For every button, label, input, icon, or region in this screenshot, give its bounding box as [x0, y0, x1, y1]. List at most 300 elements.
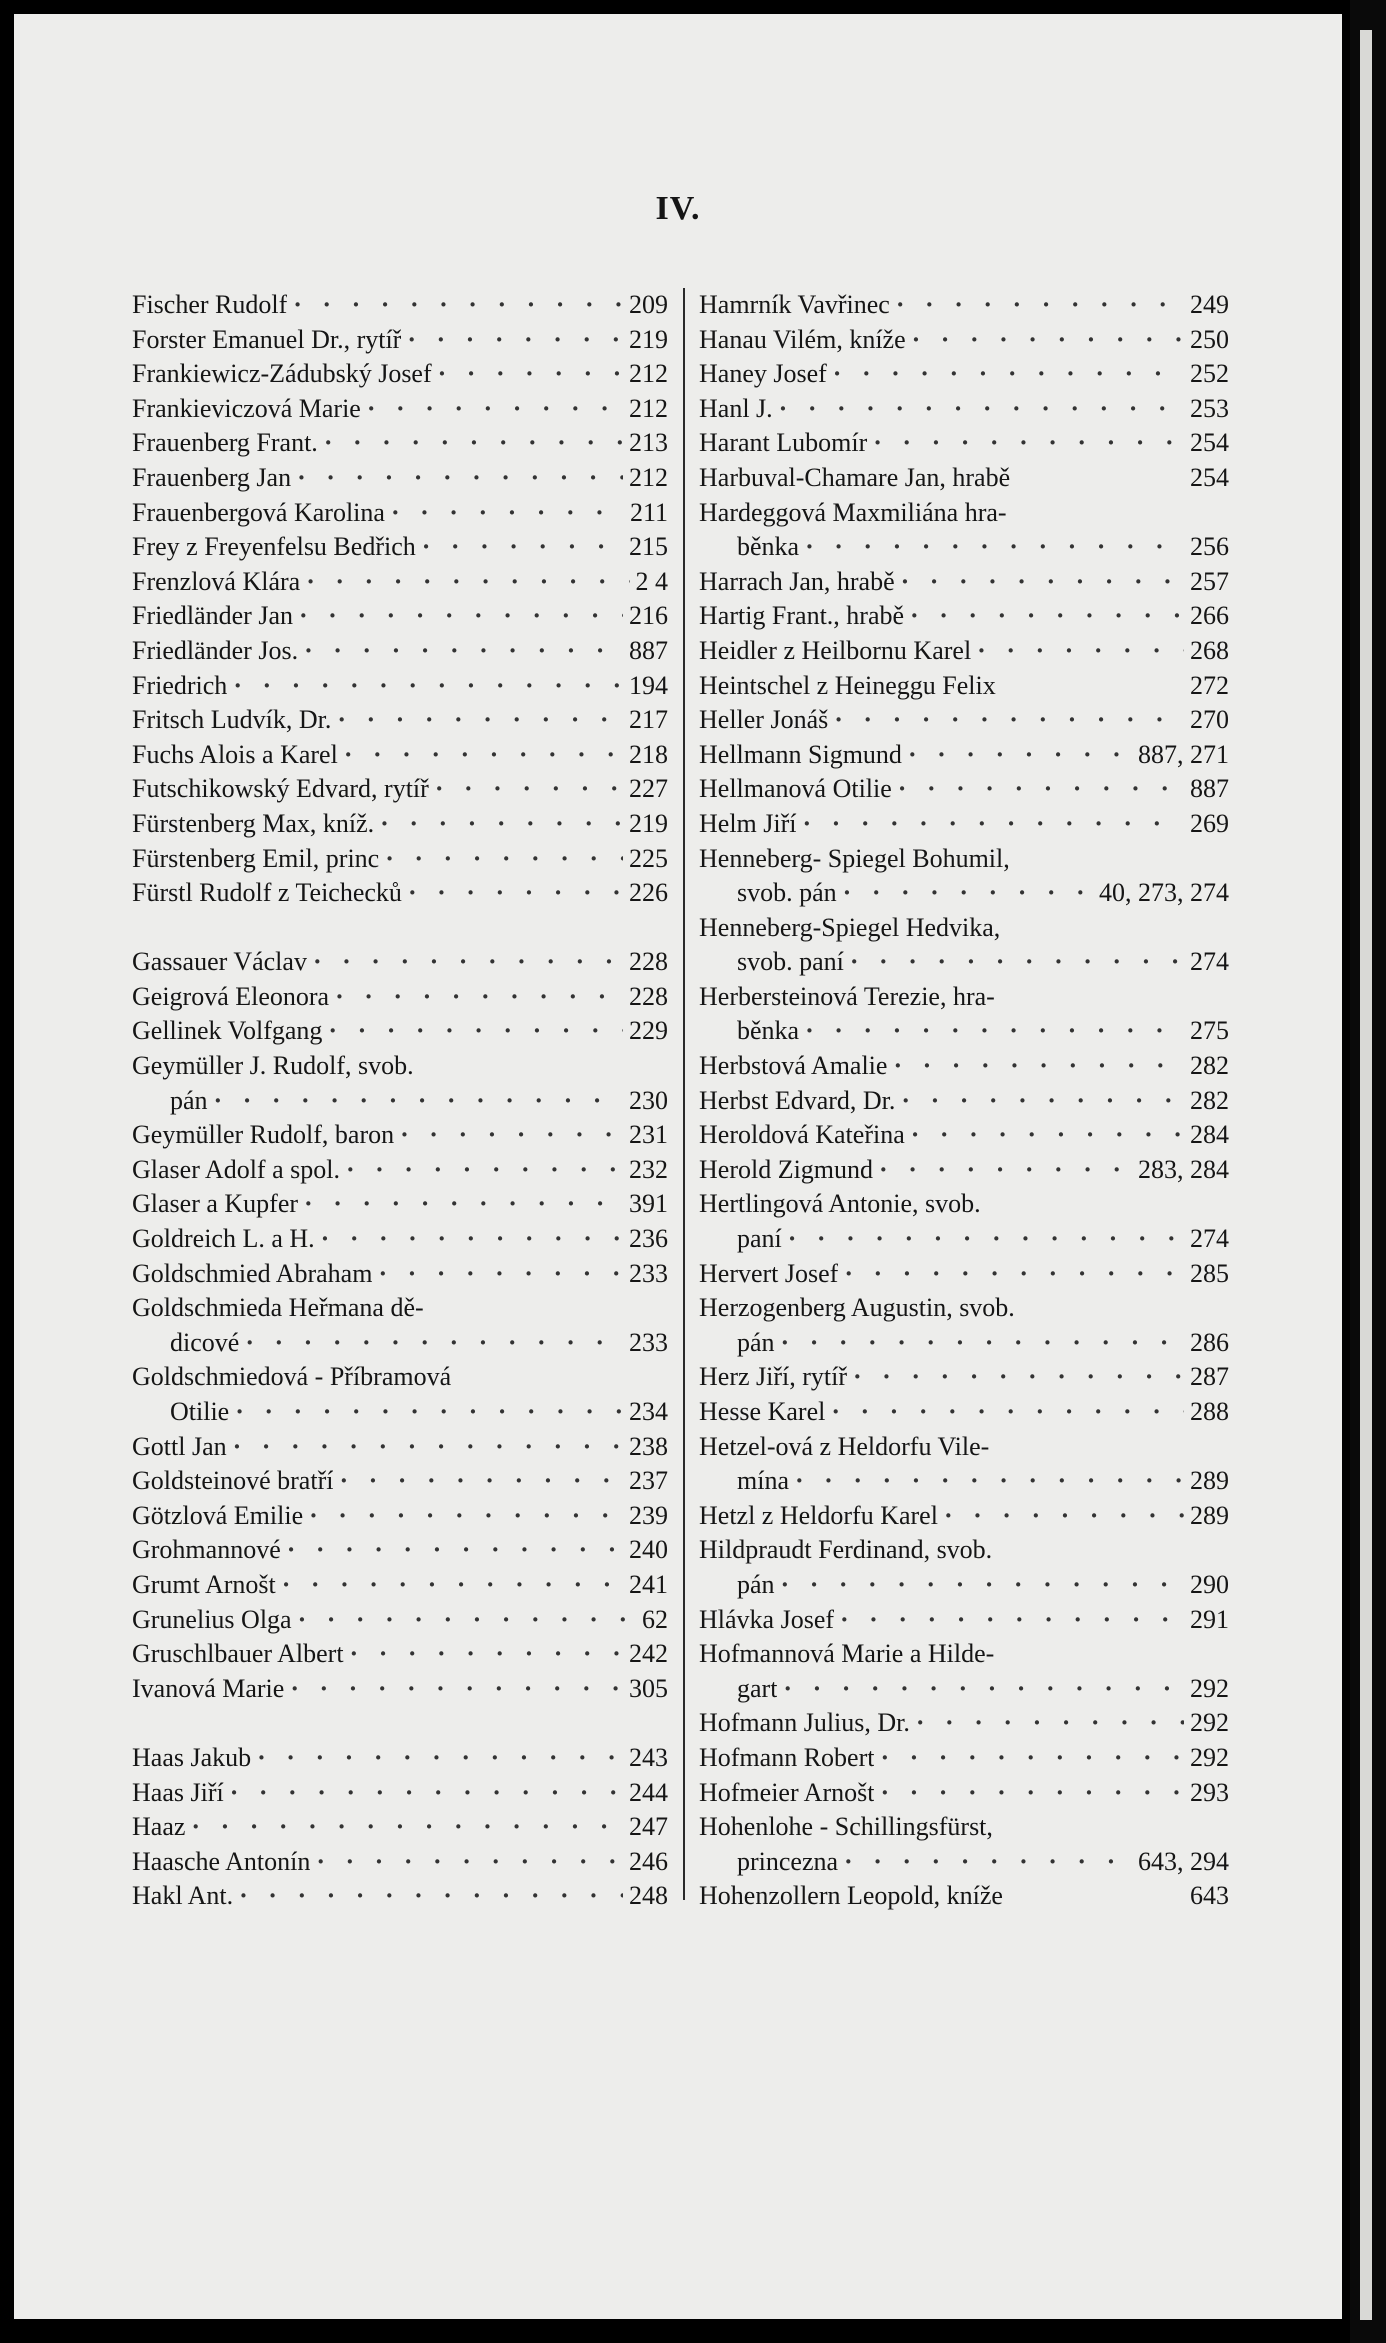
leader-dots	[805, 1014, 1184, 1049]
entry-name: Heintschel z Heineggu Felix	[699, 670, 996, 700]
leader-dots	[843, 876, 1093, 911]
index-entry	[132, 1187, 668, 1222]
entry-name: svob. paní	[737, 947, 844, 977]
index-entry	[699, 496, 1229, 531]
entry-page-number: 219	[629, 324, 668, 354]
entry-page-number: 249	[1190, 290, 1229, 319]
entry-name: Heroldová Kateřina	[699, 1120, 905, 1150]
leader-dots	[290, 1672, 623, 1707]
index-entry	[699, 876, 1229, 911]
entry-name: Hanl J.	[699, 393, 773, 423]
entry-page-number: 284	[1190, 1120, 1229, 1150]
entry-name: Heller Jonáš	[699, 705, 829, 735]
entry-page-number: 254	[1190, 428, 1229, 458]
index-entry	[699, 1187, 1229, 1222]
entry-name: Frauenbergová Karolina	[132, 497, 385, 527]
leader-dots	[879, 1153, 1132, 1188]
entry-page-number: 194	[629, 670, 668, 700]
entry-name: Hertlingová Antonie, svob.	[699, 1189, 981, 1219]
index-entry	[699, 461, 1229, 496]
entry-page-number: 253	[1190, 393, 1229, 423]
entry-name: Otilie	[170, 1397, 230, 1426]
section-gap	[132, 1706, 668, 1741]
entry-page-number: 643	[1190, 1881, 1229, 1911]
entry-name: Hofmeier Arnošt	[699, 1777, 875, 1807]
leader-dots	[788, 1222, 1184, 1257]
leader-dots	[245, 1326, 623, 1361]
entry-name: Hanau Vilém, kníže	[699, 324, 906, 354]
leader-dots	[944, 1499, 1184, 1534]
entry-name: Goldschmied Abraham	[132, 1258, 373, 1288]
leader-dots	[880, 1776, 1184, 1811]
entry-name: Haney Josef	[699, 359, 827, 389]
leader-dots	[282, 1568, 623, 1603]
index-entry	[699, 1672, 1229, 1707]
entry-page-number: 289	[1190, 1466, 1229, 1496]
entry-name: Henneberg-Spiegel Hedvika,	[699, 912, 1001, 942]
entry-page-number: 246	[629, 1846, 668, 1876]
index-entry	[132, 980, 668, 1015]
index-entry	[132, 1395, 668, 1430]
index-entry	[132, 1741, 668, 1776]
entry-page-number: 233	[629, 1258, 668, 1288]
index-entry	[132, 1879, 668, 1914]
leader-dots	[344, 738, 623, 773]
entry-page-number: 887	[1190, 774, 1229, 804]
entry-name: Harrach Jan, hrabě	[699, 566, 895, 596]
entry-name: Gellinek Volfgang	[132, 1016, 323, 1046]
leader-dots	[306, 565, 629, 600]
entry-page-number: 227	[629, 774, 668, 804]
entry-page-number: 293	[1190, 1777, 1229, 1807]
leader-dots	[367, 392, 623, 427]
leader-dots	[239, 1879, 623, 1914]
entry-name: Fürstenberg Max, kníž.	[132, 808, 375, 838]
leader-dots	[844, 1845, 1132, 1880]
entry-name: paní	[737, 1224, 782, 1254]
index-entry	[699, 1499, 1229, 1534]
index-entry	[132, 1810, 668, 1845]
index-entry	[132, 565, 668, 600]
entry-page-number: 643, 294	[1138, 1846, 1229, 1876]
entry-page-number: 240	[629, 1535, 668, 1565]
index-entry	[699, 1810, 1229, 1845]
entry-name: Friedländer Jan	[132, 601, 294, 631]
entry-page-number: 270	[1190, 705, 1229, 735]
index-entry	[132, 1084, 668, 1119]
entry-page-number: 239	[629, 1500, 668, 1530]
index-entry	[699, 634, 1229, 669]
leader-dots	[287, 1533, 623, 1568]
entry-name: Glaser a Kupfer	[132, 1189, 299, 1219]
leader-dots	[435, 772, 623, 807]
index-entry	[699, 1637, 1229, 1672]
leader-dots	[910, 599, 1184, 634]
leader-dots	[407, 323, 623, 358]
entry-name: Hohenlohe - Schillingsfürst,	[699, 1812, 993, 1842]
leader-dots	[337, 703, 623, 738]
index-entry	[699, 1049, 1229, 1084]
index-entry	[132, 1257, 668, 1292]
leader-dots	[233, 669, 623, 704]
index-entry	[699, 1395, 1229, 1430]
index-entry	[699, 1568, 1229, 1603]
entry-page-number: 212	[629, 359, 668, 389]
index-entry	[699, 288, 1229, 323]
leader-dots	[840, 1603, 1184, 1638]
entry-name: gart	[737, 1673, 778, 1703]
entry-name: Gottl Jan	[132, 1431, 227, 1461]
index-entry	[132, 1049, 668, 1084]
leader-dots	[335, 980, 623, 1015]
entry-name: Götzlová Emilie	[132, 1500, 304, 1530]
leader-dots	[297, 461, 623, 496]
leader-dots	[346, 1153, 623, 1188]
leader-dots	[380, 807, 623, 842]
index-entry	[699, 669, 1229, 704]
entry-name: Goldreich L. a H.	[132, 1224, 315, 1254]
leader-dots	[977, 634, 1184, 669]
index-entry	[132, 1845, 668, 1880]
entry-page-number: 234	[629, 1397, 668, 1426]
leader-dots	[783, 1672, 1184, 1707]
index-entry	[699, 1430, 1229, 1465]
index-entry	[699, 1257, 1229, 1292]
entry-name: Grunelius Olga	[132, 1604, 292, 1634]
entry-page-number: 266	[1190, 601, 1229, 631]
index-entry	[132, 842, 668, 877]
leader-dots	[911, 1118, 1184, 1153]
entry-name: Haas Jakub	[132, 1742, 252, 1772]
entry-name: Frenzlová Klára	[132, 566, 301, 596]
index-entry	[699, 530, 1229, 565]
entry-page-number: 268	[1190, 635, 1229, 665]
entry-page-number: 292	[1190, 1708, 1229, 1738]
leader-dots	[831, 1395, 1184, 1430]
leader-dots	[304, 1187, 623, 1222]
book-page	[14, 14, 1342, 2319]
entry-name: Hellmanová Otilie	[699, 774, 892, 804]
entry-page-number: 257	[1190, 566, 1229, 596]
entry-page-number: 212	[629, 462, 668, 492]
leader-dots	[309, 1499, 623, 1534]
leader-dots	[844, 1257, 1184, 1292]
entry-name: Herbst Edvard, Dr.	[699, 1085, 896, 1115]
entry-page-number: 250	[1190, 324, 1229, 354]
entry-name: Friedländer Jos.	[132, 635, 299, 665]
entry-name: Herzogenberg Augustin, svob.	[699, 1293, 1015, 1323]
entry-name: Hartig Frant., hrabě	[699, 601, 905, 631]
leader-dots	[896, 288, 1184, 323]
index-entry	[132, 461, 668, 496]
entry-name: Fischer Rudolf	[132, 290, 288, 319]
entry-page-number: 275	[1190, 1016, 1229, 1046]
leader-dots	[339, 1464, 623, 1499]
entry-page-number: 283, 284	[1138, 1154, 1229, 1184]
entry-name: Herold Zigmund	[699, 1154, 874, 1184]
index-entry	[132, 323, 668, 358]
page-number: IV.	[655, 190, 701, 227]
index-entry	[699, 911, 1229, 946]
entry-page-number: 232	[629, 1154, 668, 1184]
entry-page-number: 291	[1190, 1604, 1229, 1634]
index-entry	[132, 1222, 668, 1257]
entry-page-number: 216	[629, 601, 668, 631]
entry-page-number: 226	[629, 878, 668, 908]
entry-name: Harant Lubomír	[699, 428, 868, 458]
index-entry	[699, 1291, 1229, 1326]
index-entry	[699, 1776, 1229, 1811]
entry-name: Hildpraudt Ferdinand, svob.	[699, 1535, 993, 1565]
index-entry	[132, 876, 668, 911]
index-entry	[132, 1464, 668, 1499]
index-entry	[699, 1014, 1229, 1049]
entry-name: Hofmann Robert	[699, 1742, 875, 1772]
index-entry	[132, 807, 668, 842]
entry-name: pán	[737, 1327, 775, 1357]
index-entry	[132, 392, 668, 427]
entry-name: Herbersteinová Terezie, hra-	[699, 981, 995, 1011]
index-entry	[699, 980, 1229, 1015]
entry-page-number: 292	[1190, 1742, 1229, 1772]
index-entry	[699, 392, 1229, 427]
entry-name: Geigrová Eleonora	[132, 981, 330, 1011]
index-entry	[699, 1706, 1229, 1741]
entry-name: Gruschlbauer Albert	[132, 1639, 344, 1669]
index-entry	[132, 1360, 668, 1395]
entry-name: Hellmann Sigmund	[699, 739, 902, 769]
leader-dots	[833, 357, 1184, 392]
entry-name: Fuchs Alois a Karel	[132, 739, 338, 769]
entry-page-number: 225	[629, 843, 668, 873]
index-entry	[132, 599, 668, 634]
entry-name: Hetzel-ová z Heldorfu Vile-	[699, 1431, 990, 1461]
entry-name: Goldschmieda Heřmana dě-	[132, 1293, 424, 1323]
entry-name: Geymüller Rudolf, baron	[132, 1120, 395, 1150]
index-entry	[132, 1568, 668, 1603]
index-entry	[699, 1084, 1229, 1119]
entry-name: Grumt Arnošt	[132, 1569, 276, 1599]
index-entry	[699, 738, 1229, 773]
index-entry	[132, 1776, 668, 1811]
index-entry	[699, 945, 1229, 980]
index-entry	[699, 807, 1229, 842]
leader-dots	[378, 1257, 623, 1292]
leader-dots	[391, 496, 624, 531]
entry-page-number: 887, 271	[1138, 739, 1229, 769]
index-entry	[132, 1499, 668, 1534]
leader-dots	[795, 1464, 1184, 1499]
entry-page-number: 241	[629, 1569, 668, 1599]
entry-name: pán	[170, 1085, 208, 1115]
index-entry	[132, 1291, 668, 1326]
entry-name: Frey z Freyenfelsu Bedřich	[132, 532, 416, 562]
leader-dots	[233, 1430, 623, 1465]
entry-page-number: 292	[1190, 1673, 1229, 1703]
index-entry	[132, 634, 668, 669]
entry-page-number: 272	[1190, 670, 1229, 700]
section-gap	[132, 911, 668, 946]
entry-page-number: 2 4	[635, 566, 668, 596]
leader-dots	[230, 1776, 623, 1811]
entry-page-number: 231	[629, 1120, 668, 1150]
index-entry	[699, 1153, 1229, 1188]
entry-page-number: 252	[1190, 359, 1229, 389]
entry-name: Hakl Ant.	[132, 1881, 234, 1911]
index-entry	[132, 1430, 668, 1465]
entry-name: Goldschmiedová - Příbramová	[132, 1362, 452, 1392]
leader-dots	[893, 1049, 1184, 1084]
index-entry	[699, 1845, 1229, 1880]
entry-name: Futschikowský Edvard, rytíř	[132, 774, 429, 804]
index-entry	[132, 738, 668, 773]
leader-dots	[916, 1706, 1184, 1741]
index-entry	[132, 669, 668, 704]
entry-name: mína	[737, 1466, 789, 1496]
entry-name: Hervert Josef	[699, 1258, 839, 1288]
index-entry	[132, 1014, 668, 1049]
leader-dots	[781, 1326, 1184, 1361]
leader-dots	[422, 530, 623, 565]
leader-dots	[408, 876, 623, 911]
leader-dots	[781, 1568, 1184, 1603]
entry-page-number: 242	[629, 1639, 668, 1669]
entry-name: Fritsch Ludvík, Dr.	[132, 705, 332, 735]
leader-dots	[898, 772, 1184, 807]
entry-name: Frauenberg Jan	[132, 462, 292, 492]
leader-dots	[214, 1084, 623, 1119]
entry-page-number: 217	[629, 705, 668, 735]
entry-name: Forster Emanuel Dr., rytíř	[132, 324, 402, 354]
leader-dots	[912, 323, 1184, 358]
entry-name: Herz Jiří, rytíř	[699, 1362, 848, 1392]
entry-name: Harbuval-Chamare Jan, hrabě	[699, 462, 1011, 492]
entry-name: Helm Jiří	[699, 808, 797, 838]
entry-name: běnka	[737, 1016, 800, 1046]
leader-dots	[901, 565, 1184, 600]
entry-name: Grohmannové	[132, 1535, 281, 1565]
entry-name: Frankieviczová Marie	[132, 393, 361, 423]
entry-page-number: 243	[629, 1742, 668, 1772]
index-entry	[132, 703, 668, 738]
leader-dots	[293, 288, 623, 323]
entry-name: Hamrník Vavřinec	[699, 290, 890, 319]
leader-dots	[880, 1741, 1184, 1776]
entry-page-number: 288	[1190, 1397, 1229, 1426]
entry-name: Hesse Karel	[699, 1397, 826, 1426]
index-entry	[132, 772, 668, 807]
index-entry	[699, 323, 1229, 358]
index-entry	[699, 1464, 1229, 1499]
entry-name: Herbstová Amalie	[699, 1051, 888, 1081]
entry-page-number: 233	[629, 1327, 668, 1357]
entry-name: Fürstl Rudolf z Teichecků	[132, 878, 402, 908]
entry-page-number: 282	[1190, 1051, 1229, 1081]
entry-name: Geymüller J. Rudolf, svob.	[132, 1051, 414, 1081]
entry-page-number: 229	[629, 1016, 668, 1046]
leader-dots	[834, 703, 1184, 738]
leader-dots	[304, 634, 623, 669]
index-entry	[699, 1533, 1229, 1568]
leader-dots	[321, 1222, 623, 1257]
entry-name: Glaser Adolf a spol.	[132, 1154, 340, 1184]
leader-dots	[850, 945, 1184, 980]
column-divider	[683, 288, 685, 1900]
index-entry	[699, 1741, 1229, 1776]
entry-page-number: 228	[629, 981, 668, 1011]
entry-page-number: 285	[1190, 1258, 1229, 1288]
entry-page-number: 215	[629, 532, 668, 562]
entry-name: Hofmann Julius, Dr.	[699, 1708, 910, 1738]
entry-page-number: 40, 273, 274	[1099, 878, 1229, 908]
leader-dots	[316, 1845, 623, 1880]
entry-name: dicové	[170, 1327, 240, 1357]
entry-name: Heidler z Heilbornu Karel	[699, 635, 972, 665]
leader-dots	[803, 807, 1185, 842]
leader-dots	[350, 1637, 623, 1672]
index-entry	[699, 1326, 1229, 1361]
entry-name: Hardeggová Maxmiliána hra-	[699, 497, 1007, 527]
entry-name: Henneberg- Spiegel Bohumil,	[699, 843, 1010, 873]
entry-page-number: 219	[629, 808, 668, 838]
entry-page-number: 247	[629, 1812, 668, 1842]
entry-name: Hlávka Josef	[699, 1604, 835, 1634]
leader-dots	[385, 842, 623, 877]
index-entry	[132, 945, 668, 980]
index-entry	[699, 1360, 1229, 1395]
scan-edge	[1350, 0, 1386, 2343]
index-entry	[132, 1326, 668, 1361]
index-column-right	[699, 288, 1229, 1914]
entry-name: Haaz	[132, 1812, 186, 1842]
entry-page-number: 287	[1190, 1362, 1229, 1392]
leader-dots	[299, 599, 623, 634]
leader-dots	[438, 357, 623, 392]
index-entry	[699, 1879, 1229, 1914]
leader-dots	[901, 1084, 1184, 1119]
entry-page-number: 213	[629, 428, 668, 458]
entry-page-number: 237	[629, 1466, 668, 1496]
entry-name: Haasche Antonín	[132, 1846, 311, 1876]
index-entry	[699, 599, 1229, 634]
index-column-left	[132, 288, 668, 1914]
entry-page-number: 391	[629, 1189, 668, 1219]
leader-dots	[257, 1741, 623, 1776]
entry-page-number: 887	[629, 635, 668, 665]
entry-page-number: 289	[1190, 1500, 1229, 1530]
entry-page-number: 286	[1190, 1327, 1229, 1357]
index-entry	[699, 426, 1229, 461]
entry-page-number: 244	[629, 1777, 668, 1807]
entry-name: Gassauer Václav	[132, 947, 307, 977]
index-entry	[132, 530, 668, 565]
entry-page-number: 290	[1190, 1569, 1229, 1599]
entry-name: Frankiewicz-Zádubský Josef	[132, 359, 432, 389]
entry-name: Ivanová Marie	[132, 1673, 285, 1703]
index-entry	[699, 703, 1229, 738]
entry-page-number: 274	[1190, 947, 1229, 977]
entry-name: princezna	[737, 1846, 839, 1876]
leader-dots	[328, 1014, 623, 1049]
index-entry	[699, 565, 1229, 600]
entry-page-number: 305	[629, 1673, 668, 1703]
entry-name: Hohenzollern Leopold, kníže	[699, 1881, 1003, 1911]
index-entry	[132, 288, 668, 323]
entry-page-number: 212	[629, 393, 668, 423]
entry-page-number: 282	[1190, 1085, 1229, 1115]
leader-dots	[400, 1118, 623, 1153]
entry-page-number: 269	[1190, 808, 1229, 838]
